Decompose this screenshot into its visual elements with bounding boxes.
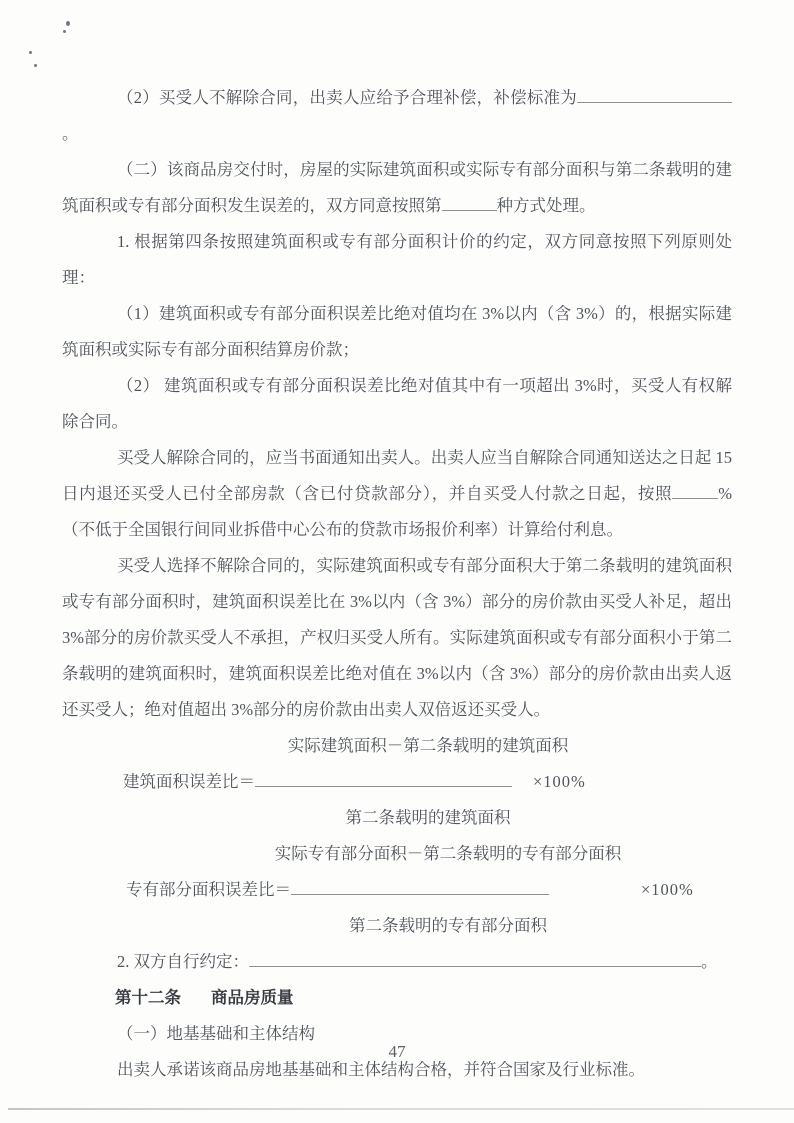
ink-speck: [29, 51, 32, 54]
para-self-agreement: [62, 944, 732, 980]
formula2-multiplier: ×100%: [641, 880, 694, 899]
para-compensation: [62, 80, 732, 152]
article-12-title: 商品房质量: [211, 988, 294, 1007]
blank-self-agreement: [249, 954, 701, 967]
blank-interest-rate: [672, 486, 718, 499]
para-principle-2: （2） 建筑面积或专有部分面积误差比绝对值其中有一项超出 3%时，买受人有权解除合同。: [62, 376, 732, 431]
blank-building-area-fraction: [255, 774, 512, 787]
para-foundation-structure-sub: （一）地基基础和主体结构: [117, 1024, 315, 1043]
formula2-numerator: 实际专有部分面积－第二条载明的专有部分面积: [274, 844, 622, 863]
formula1-numerator: 实际建筑面积－第二条载明的建筑面积: [287, 736, 569, 755]
article-12-heading: [62, 980, 732, 1016]
para-no-termination-settlement: 买受人选择不解除合同的，实际建筑面积或专有部分面积大于第二条载明的建筑面积或专有部分面积时，建筑面积误差比在 3%以内（含 3%）部分的房价款由买受人补足，超出 3%部分的房价款买受人不承担，产权归买受人所有。实际建筑面积或专有部分面积小于第二条载明的建筑面积时，建筑面积误差比绝对值在 3%以内（含 3%）部分的房价款由出卖人返还买受人；绝对值超出 3%部分的房价款由出卖人双倍返还买受人。: [62, 556, 732, 719]
para-principle-1: （1）建筑面积或专有部分面积误差比绝对值均在 3%以内（含 3%）的，根据实际建筑面积或实际专有部分面积结算房价款；: [62, 304, 732, 359]
para-refund-terms: [62, 440, 732, 548]
article-12-number: 第十二条: [115, 988, 181, 1007]
para-refund-terms-text: 买受人解除合同的，应当书面通知出卖人。出卖人应当自解除合同通知送达之日起 15 日内退还买受人已付全部房款（含已付贷款部分），并自买受人付款之日起，按照: [62, 448, 732, 503]
formula1-multiplier: ×100%: [533, 772, 586, 791]
para-principle-intro: 1. 根据第四条按照建筑面积或专有部分面积计价的约定，双方同意按照下列原则处理：: [62, 232, 732, 287]
para-seller-promise: 出卖人承诺该商品房地基基础和主体结构合格，并符合国家及行业标准。: [117, 1060, 645, 1079]
formula2-denominator: 第二条载明的专有部分面积: [349, 916, 547, 935]
page-number: 47: [388, 1042, 406, 1061]
formula-building-area-error: [62, 728, 732, 836]
formula1-equation-row: [62, 764, 732, 800]
para-compensation-period: 。: [62, 124, 79, 143]
formula2-lhs: 专有部分面积误差比＝: [126, 880, 291, 899]
blank-exclusive-area-fraction: [291, 882, 549, 895]
para-self-agreement-text: 2. 双方自行约定：: [117, 952, 249, 971]
formula1-lhs: 建筑面积误差比＝: [123, 772, 255, 791]
scan-edge-artifact: [8, 1108, 794, 1110]
ink-speck: [66, 21, 70, 26]
ink-speck: [63, 30, 66, 33]
ink-speck: [34, 64, 37, 67]
para-area-error-intro: [62, 152, 732, 224]
formula1-denominator: 第二条载明的建筑面积: [345, 808, 511, 827]
para-self-agreement-period: 。: [701, 952, 718, 971]
para-area-error-intro-tail: 种方式处理。: [496, 196, 596, 215]
formula2-equation-row: [62, 872, 732, 908]
page-body: [62, 80, 732, 1088]
para-area-error-intro-text: （二）该商品房交付时，房屋的实际建筑面积或实际专有部分面积与第二条载明的建筑面积或专有部分面积发生误差的，双方同意按照第: [62, 160, 732, 215]
blank-method-number: [442, 198, 497, 211]
formula-exclusive-area-error: [62, 836, 732, 944]
para-refund-terms-tail: %（不低于全国银行间同业拆借中心公布的贷款市场报价利率）计算给付利息。: [62, 484, 732, 539]
blank-compensation-standard: [577, 90, 732, 103]
para-compensation-text: （2）买受人不解除合同，出卖人应给予合理补偿，补偿标准为: [117, 88, 577, 107]
